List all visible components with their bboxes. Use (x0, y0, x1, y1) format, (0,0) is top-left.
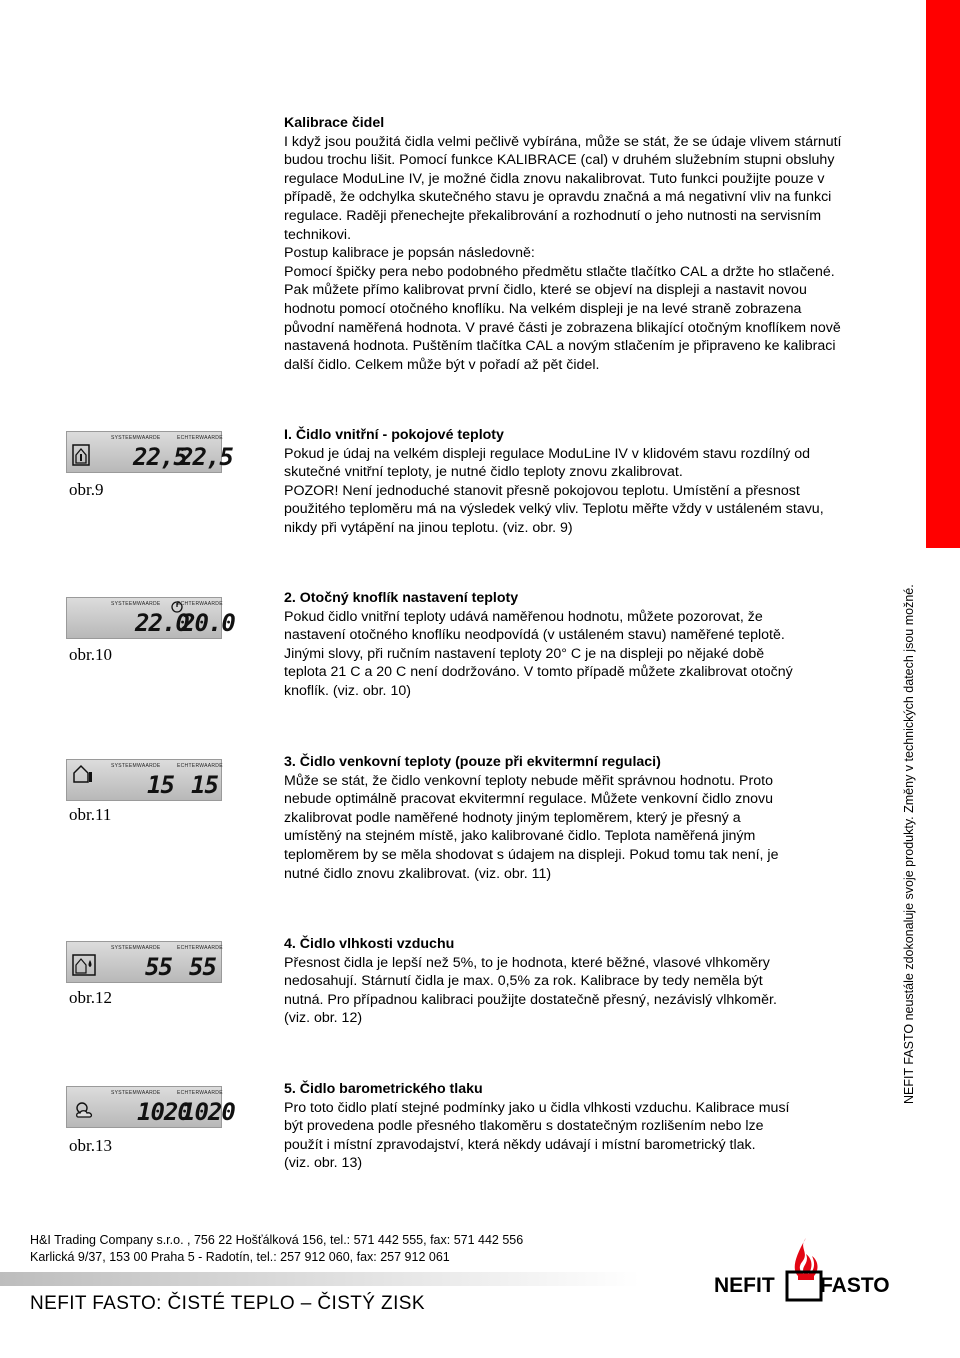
display-label-left: SYSTEEMWAARDE (111, 945, 161, 951)
text-line: regulace ModuLine IV, je možné čidla znovu nakalibrovat. Tuto funkci použijte pouze v (284, 170, 825, 187)
text-line: Pokud je údaj na velkém displeji regulace ModuLine IV v klidovém stavu rozdílný od (284, 445, 811, 462)
display-figure-9 (66, 431, 233, 473)
display-label-right: ECHTERWAARDE (177, 763, 223, 769)
text-line: použít i místní zpravodajství, která někdy udávají i místní barometrický tlak. (284, 1136, 756, 1153)
text-line: nastavená hodnota. Puštěním tlačítka CAL a novým stlačením je připraveno ke kalibraci (284, 338, 836, 355)
nefit-fasto-logo (712, 1236, 902, 1306)
text-line: budou trochu lišit. Pomocí funkce KALIBRACE (cal) v druhém služebním stupni obsluhy (284, 152, 835, 169)
display-value-right: 20.0 (181, 609, 235, 637)
weather-icon (72, 1099, 98, 1121)
display-value-left: 1020 (137, 1098, 191, 1126)
text-line: Pak můžete přímo kalibrovat první čidlo, které se objeví na displeji a nastavit novou (284, 282, 807, 299)
text-line: (viz. obr. 13) (284, 1155, 363, 1172)
text-line: teploměrem by se měla shodovat s údajem na displeji. Pokud tomu tak není, je (284, 846, 779, 863)
display-label-left: SYSTEEMWAARDE (111, 435, 161, 441)
text-line: další čidlo. Celkem může být v pořadí až pět čidel. (284, 356, 600, 373)
text-line: umístěný na stejném místě, jako kalibrované čidlo. Teplota naměřená jiným (284, 828, 756, 845)
text-line: nebude optimálně pracovat ekvitermní regulace. Můžete venkovní čidlo znovu (284, 791, 773, 808)
text-line: být provedena podle přesného tlakoměru s dostatečným rozlišením nebo lze (284, 1118, 764, 1135)
text-line: případě, že odchylka skutečného stavu je opravdu značná a má negativní vliv na funkci (284, 189, 832, 206)
text-line: Pro toto čidlo platí stejné podmínky jako u čidla vlhkosti vzduchu. Kalibrace musí (284, 1099, 790, 1116)
display-label-right: ECHTERWAARDE (177, 601, 223, 607)
text-line: regulace. Raději přenechejte překalibrování a rozhodnutí o jeho nutnosti na servisním (284, 207, 822, 224)
display-label-right: ECHTERWAARDE (177, 1090, 223, 1096)
intro-section (284, 114, 914, 374)
text-line: I když jsou použitá čidla velmi pečlivě vybírána, může se stát, že se údaje vlivem stárnutí (284, 133, 842, 150)
display-figure-13 (66, 1086, 235, 1128)
text-line: Pomocí špičky pera nebo podobného předmětu stlačte tlačítko CAL a držte ho stlačené. (284, 263, 835, 280)
text-line: původní naměřená hodnota. V pravé části je zobrazena blikající otočným knoflíkem nově (284, 319, 841, 336)
figure-caption: obr.9 (69, 480, 104, 499)
text-line: nedosahují. Stárnutí čidla je max. 0,5% za rok. Kalibrace by tedy neměla být (284, 973, 763, 990)
text-line: skutečné vnitřní teploty, je nutné čidlo teploty znovu zkalibrovat. (284, 464, 683, 481)
display-figure-12 (66, 941, 222, 983)
text-line: Přesnost čidla je lepší než 5%, to je hodnota, které běžné, vlasové vlhkoměry (284, 954, 770, 971)
flame-icon (784, 1236, 824, 1302)
text-line: knoflík. (viz. obr. 10) (284, 682, 411, 699)
figure-caption: obr.13 (69, 1136, 112, 1155)
humidity-icon (72, 954, 96, 976)
section-pressure-sensor (284, 1080, 914, 1173)
logo-word-fasto: FASTO (820, 1274, 890, 1297)
figure-caption: obr.12 (69, 988, 112, 1007)
section-title: 5. Čidlo barometrického tlaku (284, 1081, 483, 1097)
display-value-right: 15 (191, 771, 218, 799)
text-line: hodnotu pomocí otočného knoflíku. Na velkém displeji je na levé straně zobrazena (284, 300, 802, 317)
section-outdoor-sensor (284, 753, 914, 883)
display-label-left: SYSTEEMWAARDE (111, 1090, 161, 1096)
text-line: nutná. Pro případnou kalibraci použijte dostatečně přesný, nezávislý vlhkoměr. (284, 991, 777, 1008)
text-line: použitého teploměru má na výsledek velký vliv. Teplotu měřte vždy v ustáleném stavu, (284, 501, 824, 518)
display-value-left: 22.0 (135, 609, 189, 637)
disclaimer-sidebar: NEFIT FASTO neustále zdokonaluje svoje produkty. Změny v technických datech jsou možné. (902, 584, 916, 1104)
display-label-right: ECHTERWAARDE (177, 945, 223, 951)
display-value-left: 55 (145, 953, 172, 981)
text-line: nastavení otočného knoflíku neodpovídá (v ustáleném stavu) naměřené teplotě. (284, 627, 785, 644)
display-value-left: 22,5 (133, 443, 187, 471)
text-line: POZOR! Není jednoduché stanovit přesně pokojovou teplotu. Umístění a přesnost (284, 482, 800, 499)
logo-word-nefit: NEFIT (714, 1274, 775, 1297)
section-title: 3. Čidlo venkovní teploty (pouze při ekvitermní regulaci) (284, 754, 661, 770)
figure-caption: obr.11 (69, 805, 112, 824)
outdoor-house-icon (72, 763, 94, 785)
display-label-left: SYSTEEMWAARDE (111, 763, 161, 769)
display-value-right: 55 (189, 953, 216, 981)
text-line: nikdy při vytápění na jinou teplotu. (viz. obr. 9) (284, 519, 573, 536)
section-title: I. Čidlo vnitřní - pokojové teploty (284, 427, 504, 443)
display-value-right: 1020 (181, 1098, 235, 1126)
footer-divider (0, 1272, 640, 1286)
display-figure-11 (66, 759, 222, 801)
text-line: zkalibrovat podle naměřené hodnoty jiným teploměrem, který je přesný a (284, 809, 741, 826)
text-line: nutné čidlo znovu zkalibrovat. (viz. obr. 11) (284, 865, 552, 882)
text-line: technikovi. (284, 226, 352, 243)
display-value-left: 15 (147, 771, 174, 799)
figure-caption: obr.10 (69, 645, 112, 664)
text-line: Postup kalibrace je popsán následovně: (284, 245, 535, 262)
section-title: 4. Čidlo vlhkosti vzduchu (284, 936, 455, 952)
section-indoor-sensor (284, 426, 914, 538)
section-knob (284, 589, 914, 701)
thermometer-house-icon (72, 444, 90, 466)
display-label-right: ECHTERWAARDE (177, 435, 223, 441)
display-figure-10 (66, 597, 235, 639)
section-title: Kalibrace čidel (284, 115, 385, 131)
section-humidity-sensor (284, 935, 914, 1028)
display-value-right: 22,5 (179, 443, 233, 471)
footer-address-line: Karlická 9/37, 153 00 Praha 5 - Radotín, tel.: 257 912 060, fax: 257 912 061 (30, 1250, 450, 1264)
text-line: (viz. obr. 12) (284, 1010, 363, 1027)
red-accent-bar (926, 0, 960, 548)
footer-slogan: NEFIT FASTO: ČISTÉ TEPLO – ČISTÝ ZISK (30, 1293, 425, 1314)
text-line: Pokud čidlo vnitřní teploty udává naměřenou hodnotu, můžete pozorovat, že (284, 608, 763, 625)
footer-address-line: H&I Trading Company s.r.o. , 756 22 Hošťálková 156, tel.: 571 442 555, fax: 571 442 556 (30, 1233, 524, 1247)
section-title: 2. Otočný knoflík nastavení teploty (284, 590, 519, 606)
text-line: Může se stát, že čidlo venkovní teploty nebude měřit správnou hodnotu. Proto (284, 772, 773, 789)
display-label-left: SYSTEEMWAARDE (111, 601, 161, 607)
text-line: Jinými slovy, při ručním nastavení teploty 20° C je na displeji po nějaké době (284, 645, 765, 662)
text-line: teplota 21 C a 20 C není dodržováno. V tomto případě můžete zkalibrovat otočný (284, 664, 793, 681)
